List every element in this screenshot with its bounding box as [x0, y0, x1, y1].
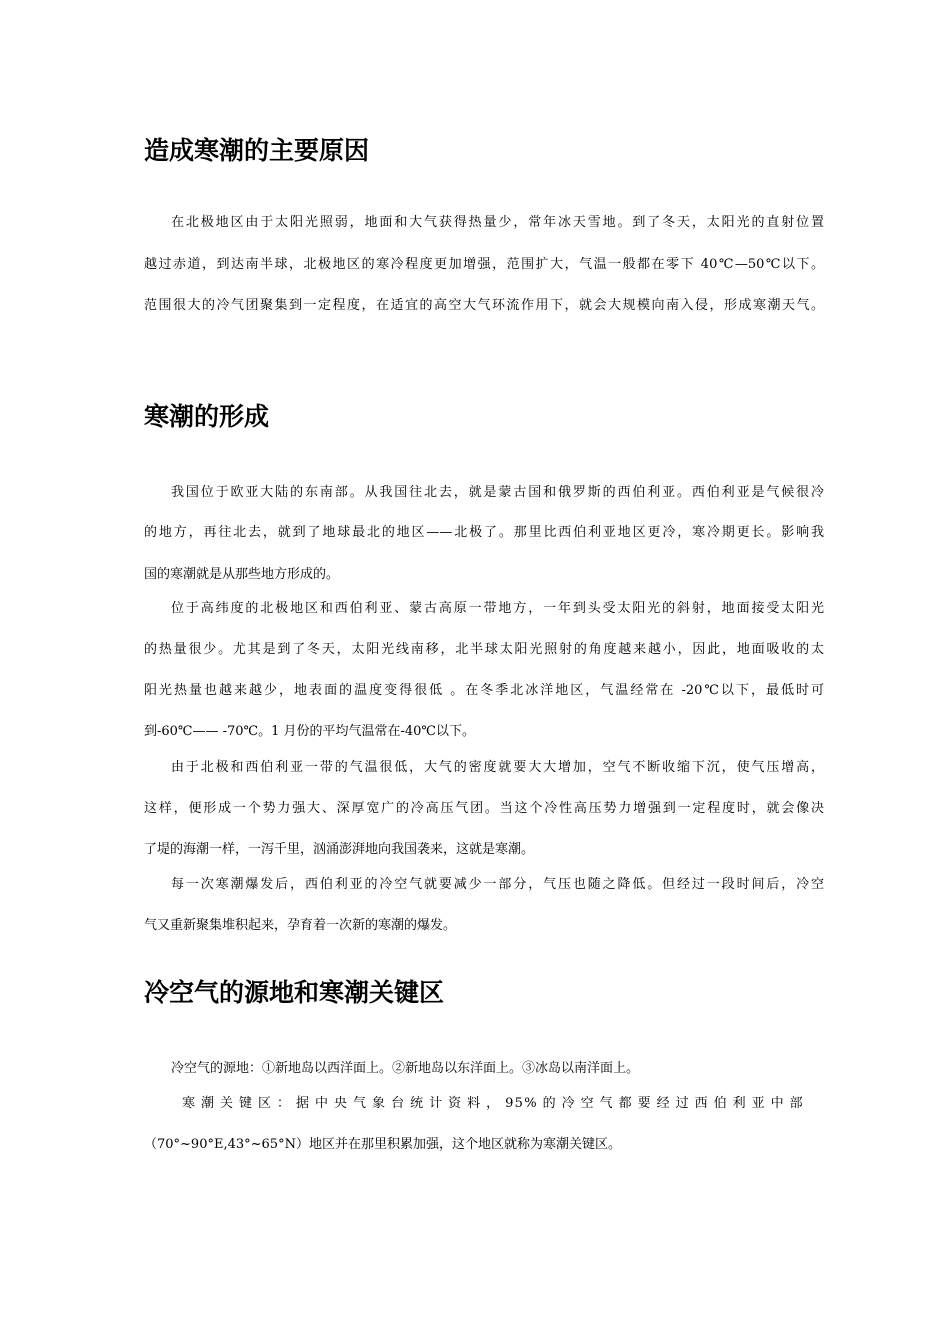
paragraph-line: 越过赤道，到达南半球，北极地区的寒冷程度更加增强，范围扩大，气温一般都在零下 40℃—50℃以下。: [144, 257, 824, 272]
paragraph-line: 这样，便形成一个势力强大、深厚宽广的冷高压气团。当这个冷性高压势力增强到一定程度时，就会像决: [144, 801, 824, 816]
paragraph-line: 阳光热量也越来越少，地表面的温度变得很低 。在冬季北冰洋地区，气温经常在 -20℃以下，最低时可: [144, 683, 824, 698]
paragraph-line: 的地方，再往北去，就到了地球最北的地区——北极了。那里比西伯利亚地区更冷，寒冷期更长。影响我: [144, 525, 824, 540]
paragraph-line: 国的寒潮就是从那些地方形成的。: [144, 567, 340, 582]
paragraph-line: 位于高纬度的北极地区和西伯利亚、蒙古高原一带地方，一年到头受太阳光的斜射，地面接受太阳光: [171, 601, 824, 616]
paragraph-line: 在北极地区由于太阳光照弱，地面和大气获得热量少，常年冰天雪地。到了冬天，太阳光的直射位置: [171, 215, 824, 230]
paragraph-line: 寒潮关键区：据中央气象台统计资料，95%的冷空气都要经过西伯利亚中部: [182, 1096, 804, 1111]
paragraph-line: 范围很大的冷气团聚集到一定程度，在适宜的高空大气环流作用下，就会大规模向南入侵，形成寒潮天气。: [144, 298, 824, 313]
heading-formation: 寒潮的形成: [144, 402, 270, 431]
paragraph-line: 了堤的海潮一样，一泻千里，汹涌澎湃地向我国袭来，这就是寒潮。: [144, 842, 535, 857]
paragraph-line: 由于北极和西伯利亚一带的气温很低，大气的密度就要大大增加，空气不断收缩下沉，使气压增高，: [171, 760, 824, 775]
paragraph-line: 的热量很少。尤其是到了冬天，太阳光线南移，北半球太阳光照射的角度越来越小，因此，地面吸收的太: [144, 642, 824, 657]
heading-causes: 造成寒潮的主要原因: [144, 136, 370, 165]
paragraph-line: 冷空气的源地：①新地岛以西洋面上。②新地岛以东洋面上。③冰岛以南洋面上。: [171, 1061, 640, 1076]
paragraph-line: 到-60℃—— -70℃。1 月份的平均气温常在-40℃以下。: [144, 724, 475, 739]
paragraph-line: 我国位于欧亚大陆的东南部。从我国往北去，就是蒙古国和俄罗斯的西伯利亚。西伯利亚是气候很冷: [171, 485, 824, 500]
paragraph-line: 气又重新聚集堆积起来，孕育着一次新的寒潮的爆发。: [144, 918, 457, 933]
paragraph-line: 每一次寒潮爆发后，西伯利亚的冷空气就要减少一部分，气压也随之降低。但经过一段时间后，冷空: [171, 877, 824, 892]
paragraph-line: （70°~90°E,43°~65°N）地区并在那里积累加强，这个地区就称为寒潮关键区。: [144, 1137, 621, 1152]
heading-source-region: 冷空气的源地和寒潮关键区: [144, 978, 445, 1007]
